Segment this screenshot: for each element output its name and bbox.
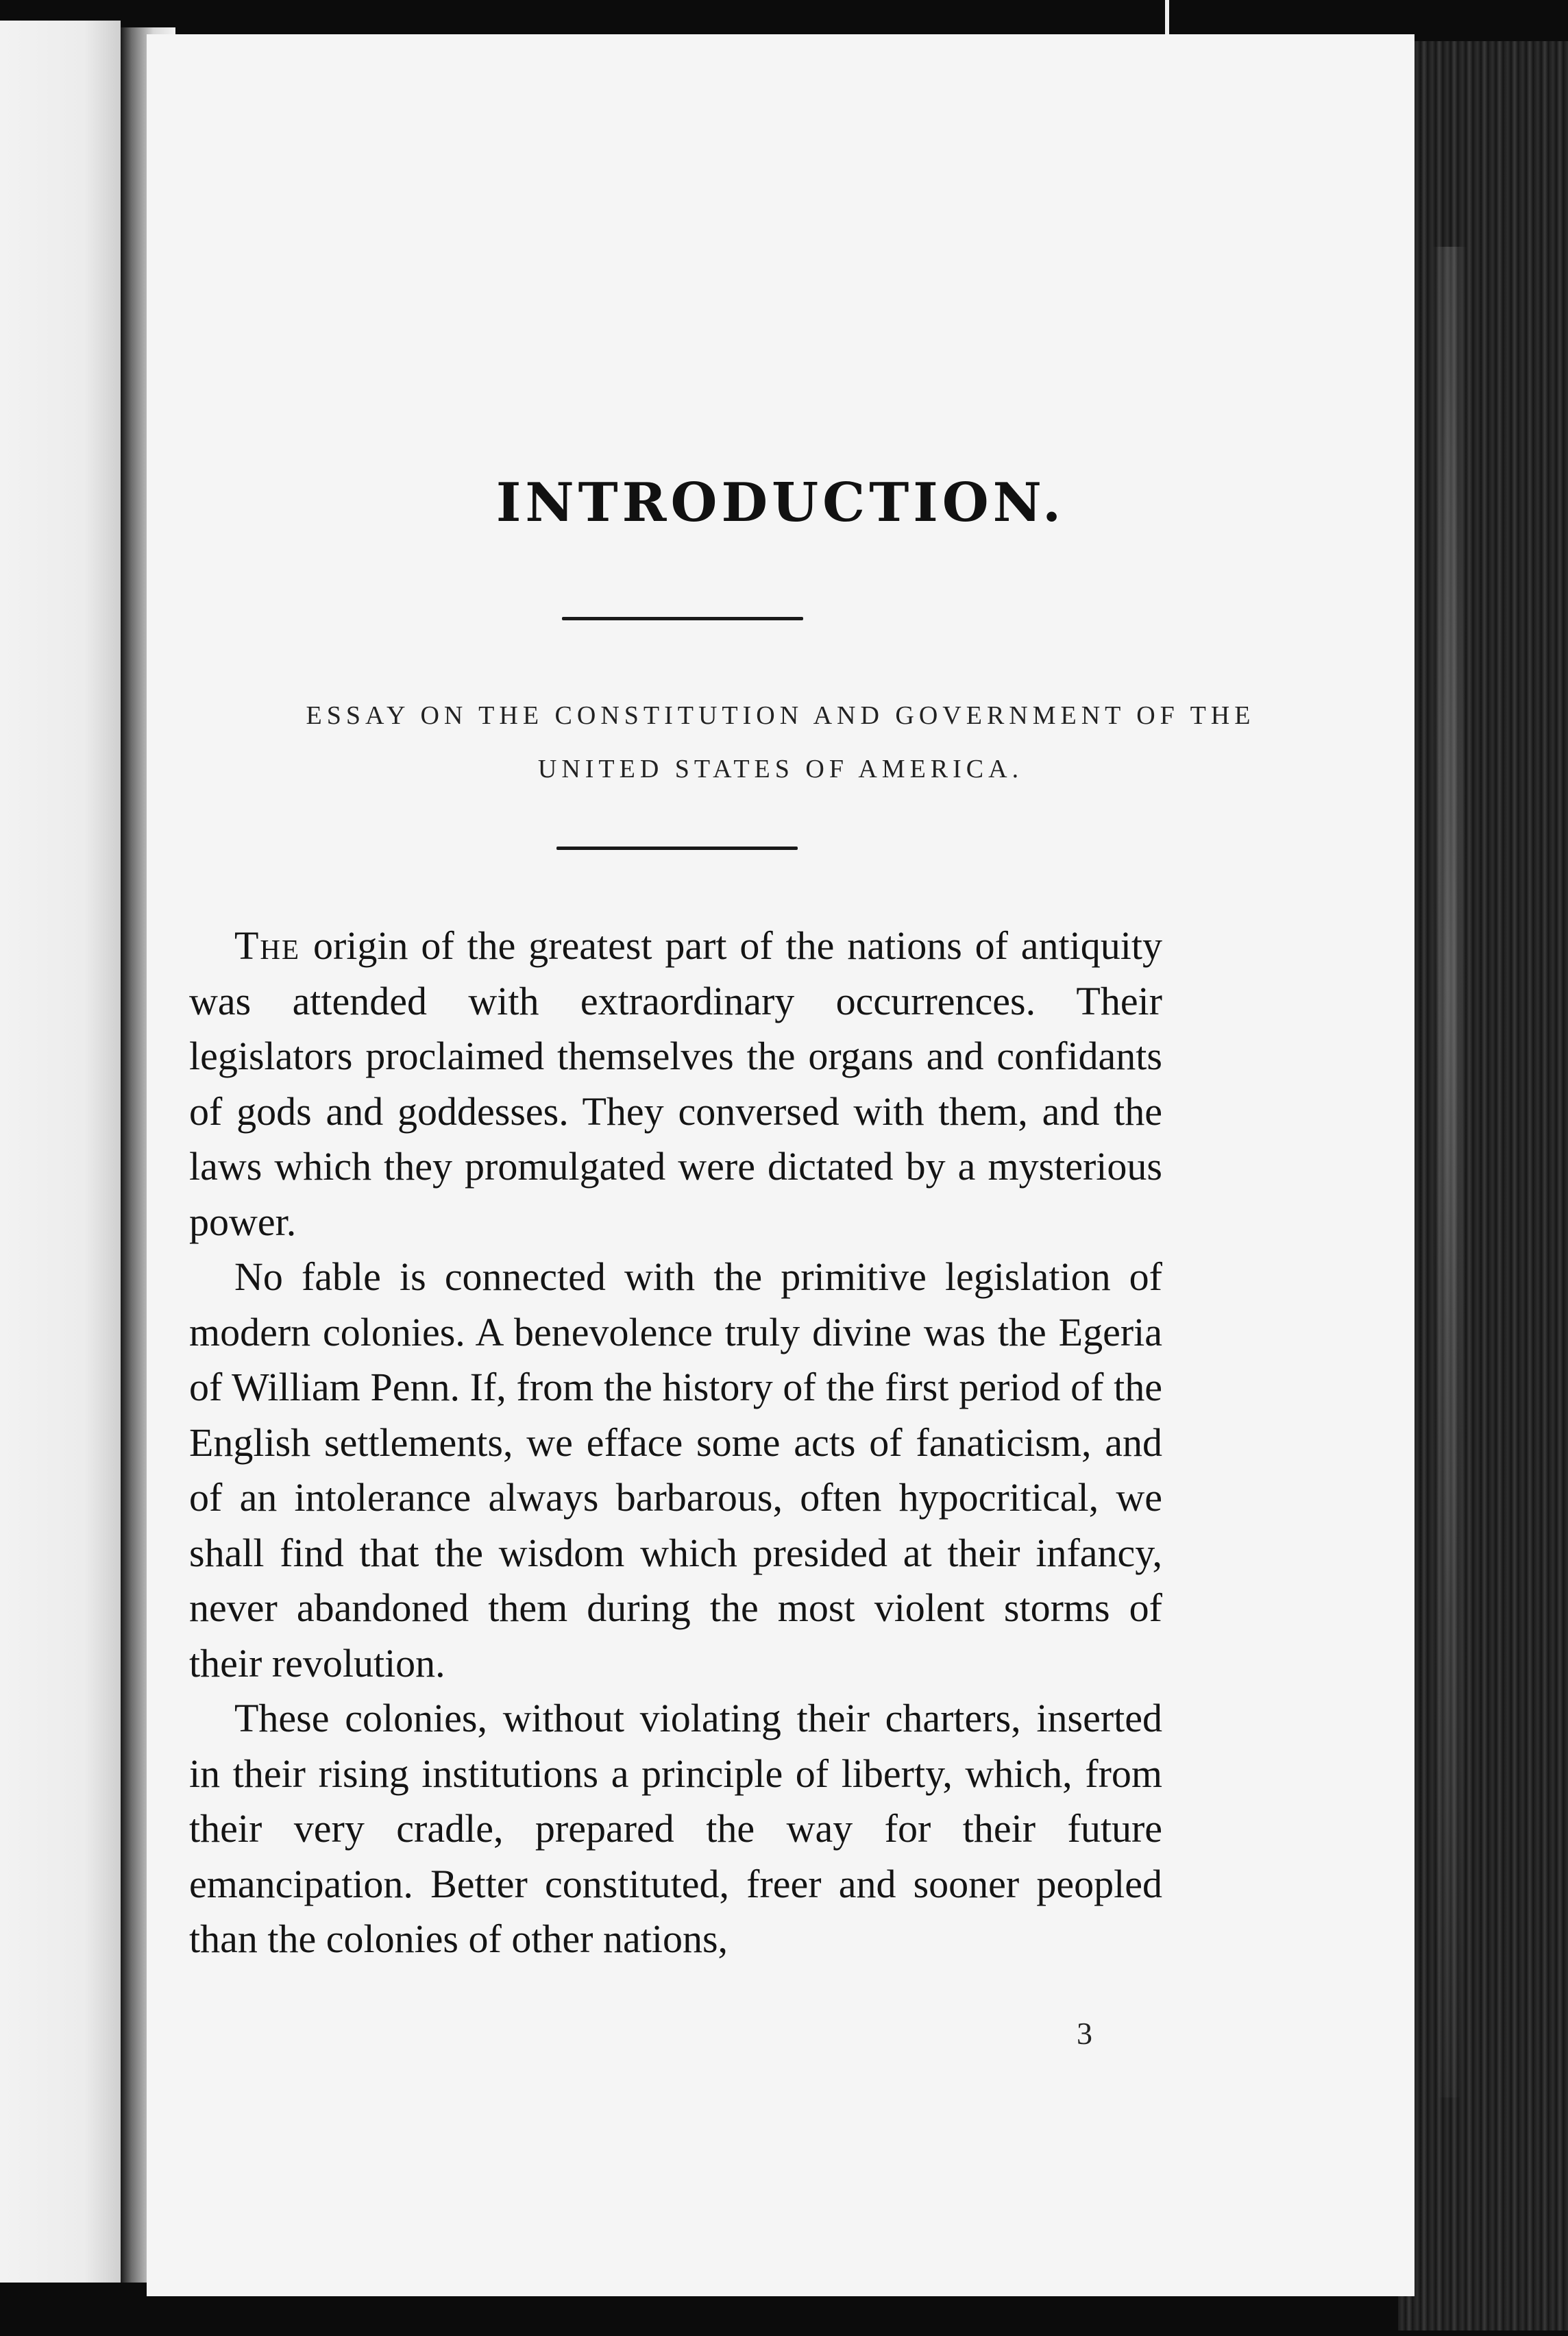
body-text [189,918,1162,1967]
ornamental-rule-bottom [556,847,798,850]
page-number: 3 [1077,2016,1092,2051]
paragraph-1-text: origin of the greatest part of the nations of antiquity was attended with extraordinary occurrences. Their legislators proclaimed themselves the organs and confidants of gods and goddesses. They conversed with them, and the laws which they promulgated were dictated by a mysterious power. [189,923,1162,1244]
chapter-title: INTRODUCTION. [495,472,1066,534]
previous-page-edge [0,21,121,2283]
book-fore-edge [1398,41,1568,2331]
paragraph-3: These colonies, without violating their charters, inserted in their rising institutions a principle of liberty, which, from their very cradle, prepared the way for their future emancipation. Better constituted, freer and sooner peopled than the colonies of other nations, [189,1696,1162,1961]
ornamental-rule-top [562,617,803,620]
paragraph-2: No fable is connected with the primitive legislation of modern colonies. A benevolence truly divine was the Egeria of William Penn. If, from the history of the first period of the English settlements, we efface some acts of fanaticism, and of an intolerance always barbarous, often hypocritical, we shall find that the wisdom which presided at their infancy, never abandoned them during the most violent storms of their revolution. [189,1254,1162,1686]
scan-artifact-mark [1165,0,1169,34]
subtitle-line-2: UNITED STATES OF AMERICA. [537,755,1024,783]
paragraph-1 [189,918,1162,1250]
chapter-subtitle [147,689,1414,796]
paragraph-1-lead: The [234,923,301,968]
subtitle-line-1: ESSAY ON THE CONSTITUTION AND GOVERNMENT OF THE [306,701,1255,730]
